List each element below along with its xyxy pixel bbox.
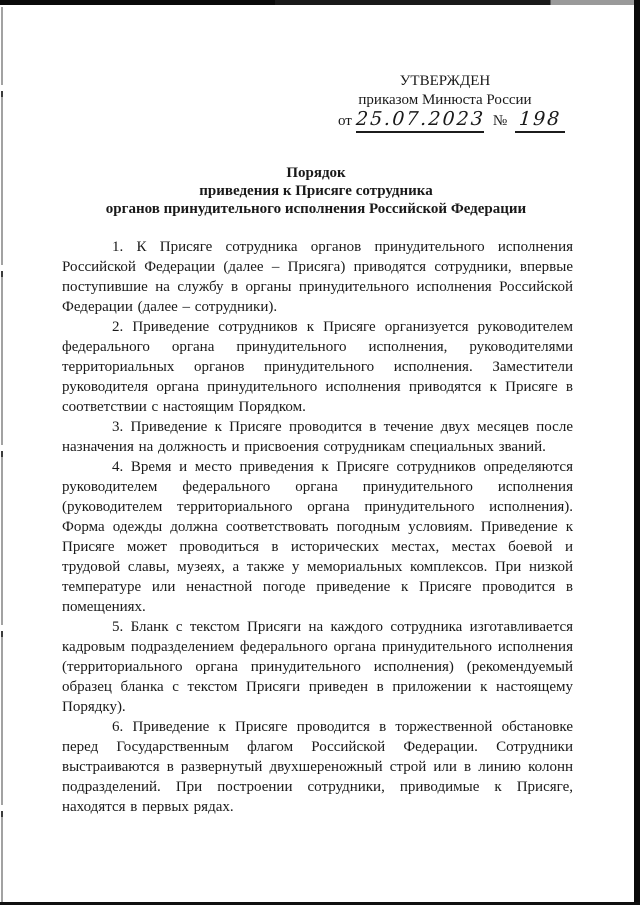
paragraph-6: 6. Приведение к Присяге проводится в торжественной обстановке перед Государственным флагом Российской Федерации. Сотрудники выстраиваются в развернутый двухшереножный строй или в линию колонн подразделений. При построении сотрудники, приводимые к Присяге, находятся в первых рядах.: [62, 719, 573, 815]
title-line-2: приведения к Присяге сотрудника: [199, 183, 433, 199]
handwritten-date: 25.07.2023: [355, 108, 486, 130]
scan-edge-right: [634, 0, 640, 905]
paragraph-3: 3. Приведение к Присяге проводится в течение двух месяцев после назначения на должность и присвоения сотрудникам специальных званий.: [62, 419, 573, 455]
approval-block: [338, 72, 563, 133]
title-line-3: органов принудительного исполнения Российской Федерации: [105, 201, 527, 217]
title-line-1: Порядок: [286, 165, 346, 181]
order-date-line: [338, 108, 563, 133]
document-body: [62, 237, 573, 817]
scan-edge-left: [1, 7, 3, 902]
paragraph-5: 5. Бланк с текстом Присяги на каждого сотрудника изготавливается кадровым подразделением федерального органа принудительного исполнения (территориального органа принудительного исполнения) (рекомендуемый образец бланка с текстом Присяги приведен в приложении к настоящему Порядку).: [62, 619, 573, 715]
number-underline: [515, 108, 565, 133]
paragraph-1: 1. К Присяге сотрудника органов принудительного исполнения Российской Федерации (далее – Присяга) приводятся сотрудники, впервые поступившие на службу в органы принудительного исполнения Российской Федерации (далее – сотрудники).: [62, 239, 573, 315]
number-sign: №: [492, 113, 508, 129]
document-title: [0, 164, 632, 218]
order-issuer-line: приказом Минюста России: [358, 92, 532, 108]
scan-edge-top: [0, 0, 640, 5]
paragraph-2: 2. Приведение сотрудников к Присяге организуется руководителем федерального органа принудительного исполнения, руководителями территориальных органов принудительного исполнения. Заместители руководителя органа принудительного исполнения приводятся к Присяге в соответствии с настоящим Порядком.: [62, 319, 573, 415]
approved-label: УТВЕРЖДЕН: [399, 73, 491, 89]
date-underline: [355, 108, 486, 133]
date-prefix-label: от: [338, 113, 352, 129]
paragraph-4: 4. Время и место приведения к Присяге сотрудников определяются руководителем федерального органа принудительного исполнения (руководителем территориального органа принудительного исполнения). Форма одежды должна соответствовать погодным условиям. Приведение к Присяге может проводиться в исторических местах, местах боевой и трудовой славы, музеях, а также у мемориальных комплексов. При низкой температуре или ненастной погоде приведение к Присяге проводится в помещениях.: [62, 459, 573, 615]
handwritten-number: 198: [518, 108, 563, 130]
